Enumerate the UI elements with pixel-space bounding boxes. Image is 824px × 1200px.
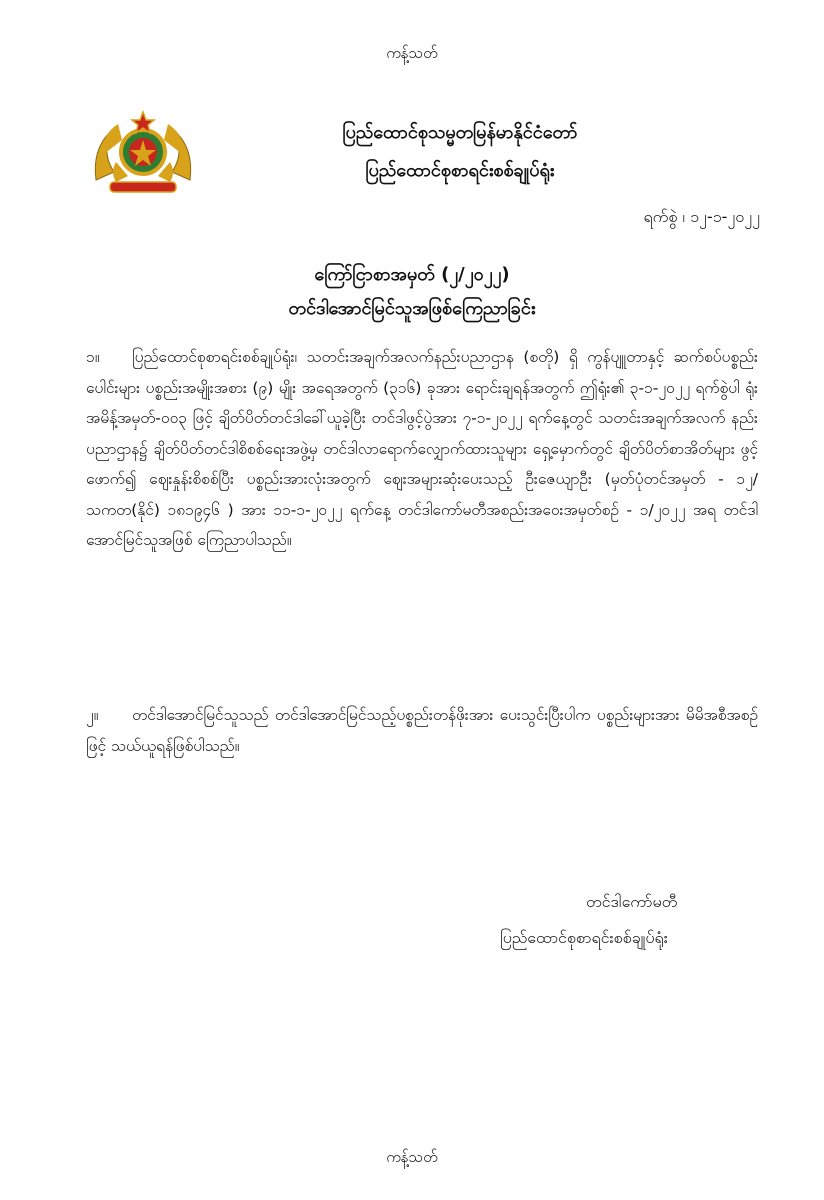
document-date: ရက်စွဲ ၊ ၁၂-၁-၂၀၂၂ [643,207,760,226]
signature-office: ပြည်ထောင်စုစာရင်းစစ်ချုပ်ရုံး [500,928,668,947]
paragraph-number: ၂။ [86,706,99,724]
notice-subject: တင်ဒါအောင်မြင်သူအဖြစ်ကြေညာခြင်း [288,298,536,319]
paragraph-2 [86,700,758,761]
classification-label-top: ကန့်သတ် [386,44,438,62]
signature-block [500,884,780,956]
paragraph-number: ၁။ [86,348,100,366]
heading-block [250,114,670,190]
office-name: ပြည်ထောင်စုစာရင်းစစ်ချုပ်ရုံး [365,160,555,181]
paragraph-text: ပြည်ထောင်စုစာရင်းစစ်ချုပ်ရုံး၊ သတင်းအချက်အလက်နည်းပညာဌာန (စတို) ရှိ ကွန်ပျူတာနှင့် ဆက်စပ်ပစ္စည်းပေါင်းများ ပစ္စည်းအမျိုးအစား (၉) မျိုး အရေအတွက် (၃၁၆) ခုအား ရောင်းချရန်အတွက် ဤရုံး၏ ၃-၁-၂၀၂၂ ရက်စွဲပါ ရုံးအမိန့်အမှတ်-၀၀၃ ဖြင့် ချိတ်ပိတ်တင်ဒါခေါ်ယူခဲ့ပြီး တင်ဒါဖွင့်ပွဲအား ၇-၁-၂၀၂၂ ရက်နေ့တွင် သတင်းအချက်အလက် နည်းပညာဌာန၌ ချိတ်ပိတ်တင်ဒါစိစစ်ရေးအဖွဲ့မှ တင်ဒါလာရောက်လျှောက်ထားသူများ ရှေ့မှောက်တွင် ချိတ်ပိတ်စာအိတ်များ ဖွင့်ဖောက်၍ ဈေးနှုန်းစိစစ်ပြီး ပစ္စည်းအားလုံးအတွက် ဈေးအများဆုံးပေးသည့် ဦးဇေယျာဦး (မှတ်ပုံတင်အမှတ် - ၁၂/သကတ(နိုင်) ၁၈၁၉၄၆ ) အား ၁၁-၁-၂၀၂၂ ရက်နေ့ တင်ဒါကော်မတီအစည်းအဝေးအမှတ်စဉ် - ၁/၂၀၂၂ အရ တင်ဒါ အောင်မြင်သူအဖြစ် ကြေညာပါသည်။ [86,348,758,549]
paragraph-text: တင်ဒါအောင်မြင်သူသည် တင်ဒါအောင်မြင်သည့်ပစ္စည်းတန်ဖိုးအား ပေးသွင်းပြီးပါက ပစ္စည်းများအား မိမိအစီအစဉ်ဖြင့် သယ်ယူရန်ဖြစ်ပါသည်။ [86,706,758,755]
signature-committee: တင်ဒါကော်မတီ [586,892,678,911]
classification-label-bottom: ကန့်သတ် [386,1148,438,1166]
notice-number: ကြော်ငြာစာအမှတ် (၂/၂၀၂၂) [314,264,510,285]
country-name: ပြည်ထောင်စုသမ္မတမြန်မာနိုင်ငံတော် [342,122,578,143]
paragraph-1 [86,342,758,556]
notice-heading [0,258,824,326]
state-seal-icon [88,110,198,198]
